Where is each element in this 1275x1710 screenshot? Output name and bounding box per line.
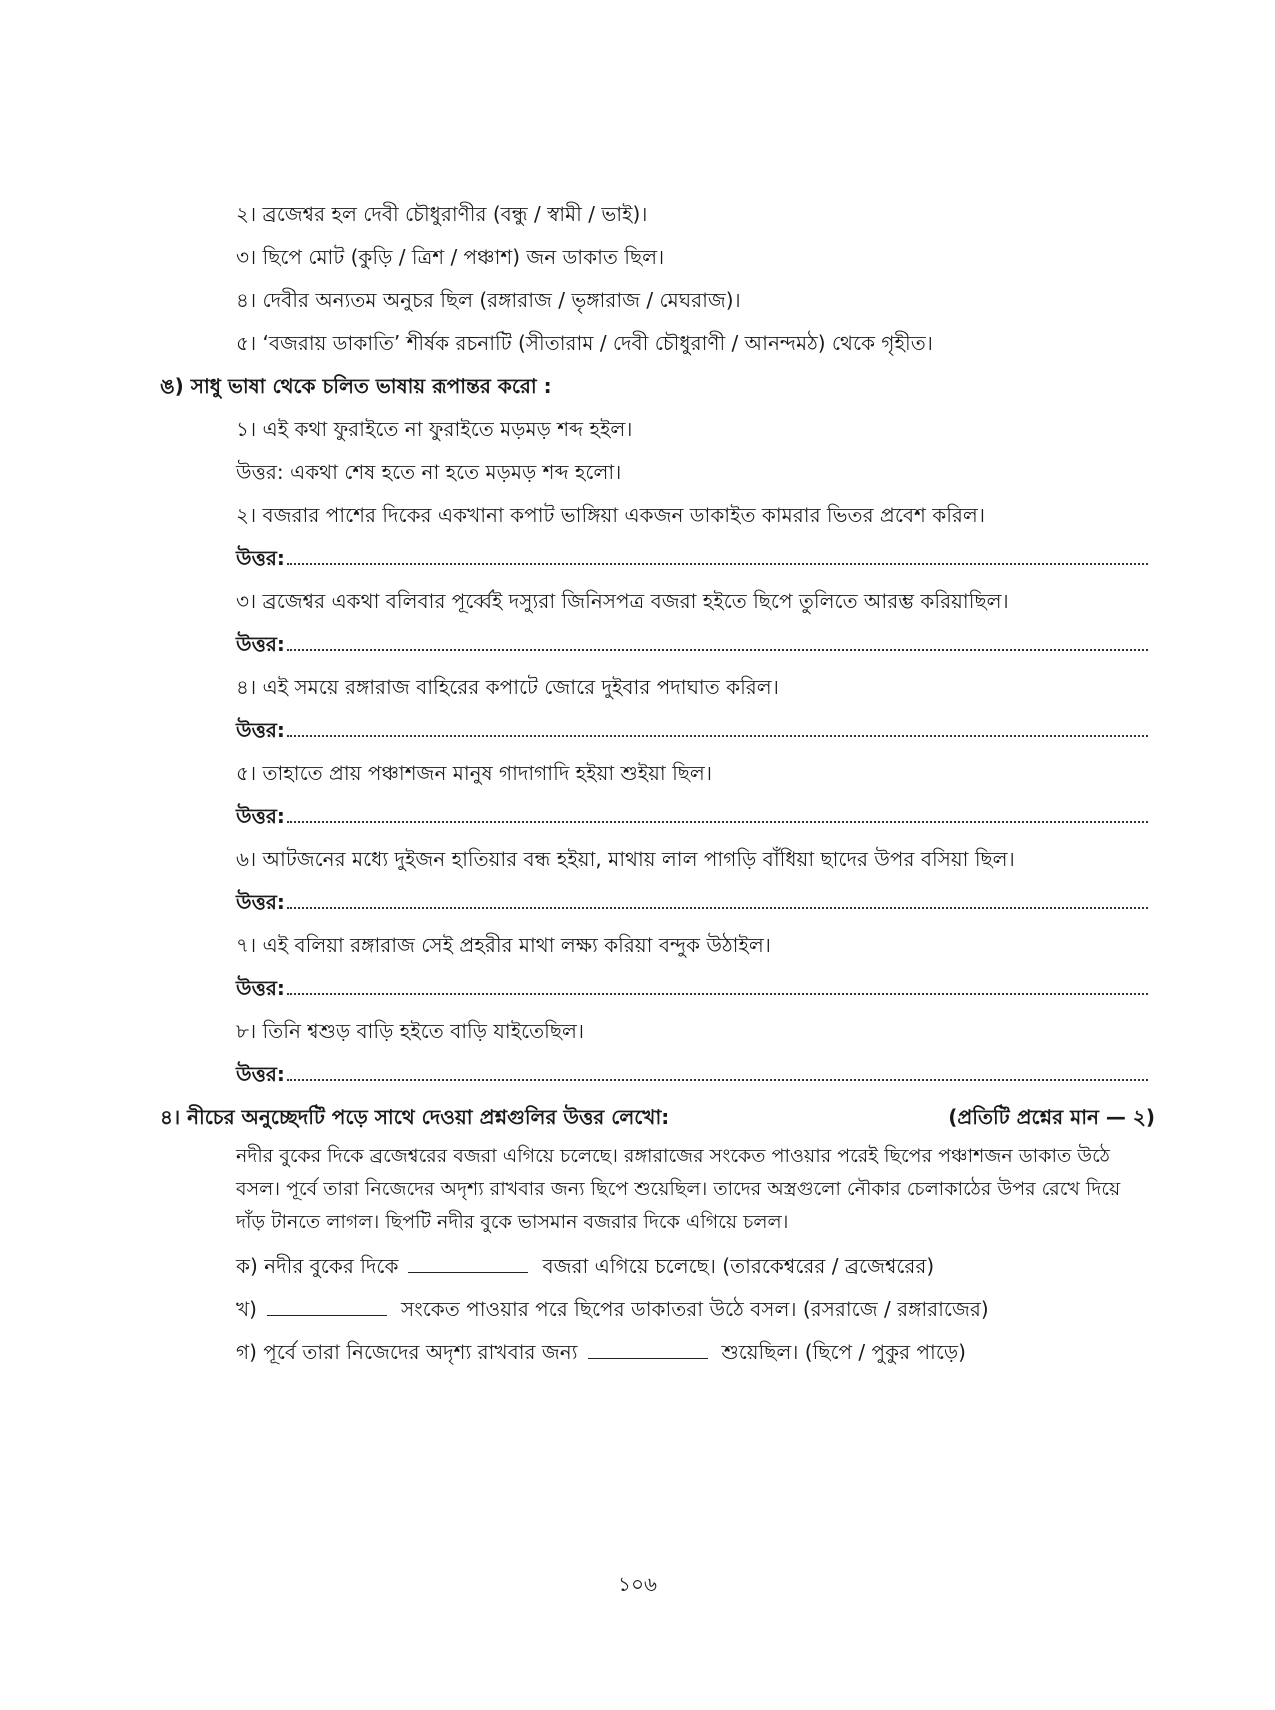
mcq-item: ৩। ছিপে মোট (কুড়ি / ত্রিশ / পঞ্চাশ) জন ডাকাত ছিল।	[236, 245, 665, 269]
answer-line[interactable]	[236, 974, 1148, 1002]
marks-note: (প্রতিটি প্রশ্নের মান — ২)	[948, 1105, 1155, 1129]
answer-line[interactable]	[236, 630, 1148, 658]
fill-item	[236, 1338, 966, 1366]
fill-item-before: খ)	[236, 1297, 257, 1321]
passage-line: দাঁড় টানতে লাগল। ছিপটি নদীর বুকে ভাসমান বজরার দিকে এগিয়ে চলল।	[236, 1211, 789, 1233]
question-text: ১। এই কথা ফুরাইতে না ফুরাইতে মড়মড় শব্দ হইল।	[236, 417, 633, 441]
fill-item-before: ক) নদীর বুকের দিকে	[236, 1254, 399, 1278]
answer-label: উত্তর:	[236, 546, 285, 570]
answer-label: উত্তর:	[236, 718, 285, 742]
answer-label: উত্তর:	[236, 976, 285, 1000]
blank-input[interactable]	[267, 1297, 387, 1316]
mcq-item: ২। ব্রজেশ্বর হল দেবী চৌধুরাণীর (বন্ধু / স্বামী / ভাই)।	[236, 202, 648, 226]
answer-label: উত্তর:	[236, 632, 285, 656]
fill-item-after: বজরা এগিয়ে চলেছে। (তারকেশ্বরের / ব্রজেশ্বরের)	[542, 1254, 935, 1278]
fill-item-after: শুয়েছিল। (ছিপে / পুকুর পাড়ে)	[721, 1340, 966, 1364]
passage-line: নদীর বুকের দিকে ব্রজেশ্বরের বজরা এগিয়ে চলেছে। রঙ্গারাজের সংকেত পাওয়ার পরেই ছিপের পঞ্চাশজন ডাকাত উঠে	[236, 1145, 1110, 1167]
answer-line[interactable]	[236, 1060, 1148, 1088]
question-text: ৮। তিনি শ্বশুড় বাড়ি হইতে বাড়ি যাইতেছিল।	[236, 1019, 585, 1043]
question-text: ৬। আটজনের মধ্যে দুইজন হাতিয়ার বন্ধ হইয়া, মাথায় লাল পাগড়ি বাঁধিয়া ছাদের উপর বসিয়া ছিল।	[236, 847, 1015, 871]
answer-line[interactable]	[236, 716, 1148, 744]
fill-item	[236, 1252, 934, 1280]
blank-input[interactable]	[588, 1340, 708, 1359]
question-text: ৩। ব্রজেশ্বর একথা বলিবার পূর্ব্বেই দস্যুরা জিনিসপত্র বজরা হইতে ছিপে তুলিতে আরম্ভ করিয়াছিল।	[236, 589, 1009, 613]
answer-line[interactable]	[236, 802, 1148, 830]
question-text: ৫। তাহাতে প্রায় পঞ্চাশজন মানুষ গাদাগাদি হইয়া শুইয়া ছিল।	[236, 761, 712, 785]
mcq-item: ৫। ‘বজরায় ডাকাতি’ শীর্ষক রচনাটি (সীতারাম / দেবী চৌধুরাণী / আনন্দমঠ) থেকে গৃহীত।	[236, 331, 933, 355]
answer-label: উত্তর:	[236, 890, 285, 914]
fill-item-before: গ) পূর্বে তারা নিজেদের অদৃশ্য রাখবার জন্য	[236, 1340, 578, 1364]
question-text: ২। বজরার পাশের দিকের একখানা কপাট ভাঙ্গিয়া একজন ডাকাইত কামরার ভিতর প্রবেশ করিল।	[236, 503, 985, 527]
question-text: ৭। এই বলিয়া রঙ্গারাজ সেই প্রহরীর মাথা লক্ষ্য করিয়া বন্দুক উঠাইল।	[236, 933, 771, 957]
answer-label: উত্তর:	[236, 1062, 285, 1086]
section-heading: ঙ) সাধু ভাষা থেকে চলিত ভাষায় রূপান্তর করো :	[160, 374, 552, 398]
answer-label: উত্তর:	[236, 804, 285, 828]
example-answer: উত্তর: একথা শেষ হতে না হতে মড়মড় শব্দ হলো।	[236, 460, 622, 484]
section-heading: ৪। নীচের অনুচ্ছেদটি পড়ে সাথে দেওয়া প্রশ্নগুলির উত্তর লেখো:	[160, 1105, 670, 1129]
passage-line: বসল। পূর্বে তারা নিজেদের অদৃশ্য রাখবার জন্য ছিপে শুয়েছিল। তাদের অস্ত্রগুলো নৌকার চেলাকাঠের উপর রেখে দিয়ে	[236, 1178, 1121, 1200]
question-text: ৪। এই সময়ে রঙ্গারাজ বাহিরের কপাটে জোরে দুইবার পদাঘাত করিল।	[236, 675, 779, 699]
answer-line[interactable]	[236, 544, 1148, 572]
answer-line[interactable]	[236, 888, 1148, 916]
fill-item	[236, 1295, 989, 1323]
mcq-item: ৪। দেবীর অন্যতম অনুচর ছিল (রঙ্গারাজ / ভৃঙ্গারাজ / মেঘরাজ)।	[236, 288, 741, 312]
fill-item-after: সংকেত পাওয়ার পরে ছিপের ডাকাতরা উঠে বসল। (রসরাজে / রঙ্গারাজের)	[400, 1297, 989, 1321]
blank-input[interactable]	[408, 1254, 528, 1273]
page-number: ১০৬	[618, 1572, 657, 1596]
passage	[236, 1140, 1156, 1239]
